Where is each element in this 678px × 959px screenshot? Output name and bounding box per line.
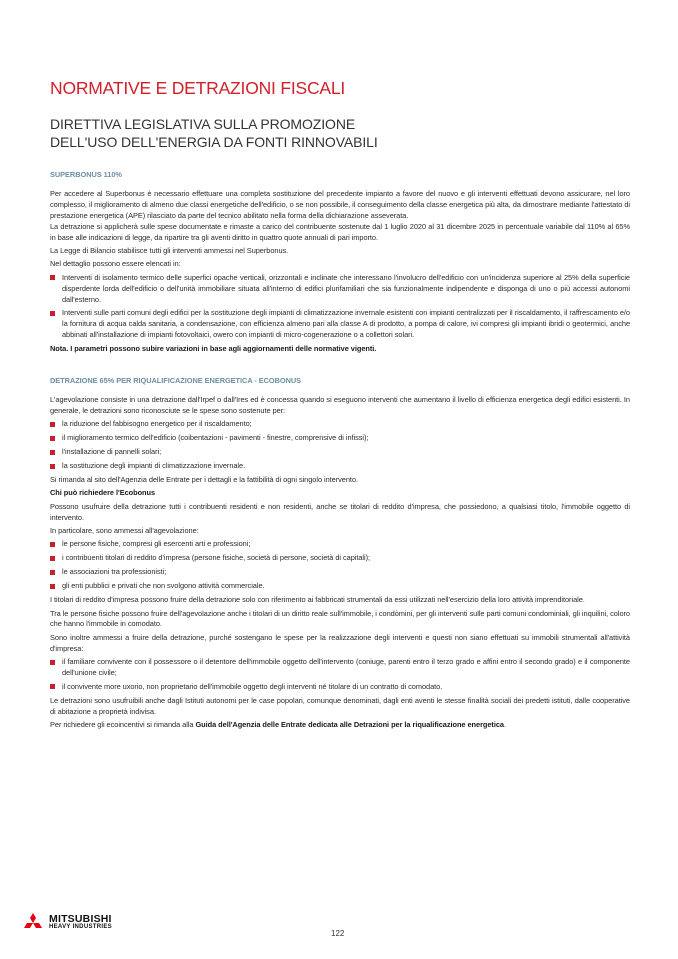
- paragraph: Per accedere al Superbonus è necessario effettuare una completa sostituzione del precedente impianto a favore del nuovo e gli interventi effettuati devono assicurare, nel loro complesso, il miglioramento di almeno due classi energetiche dell'edificio, o se non possibile, il conseguimento della classe energetica più alta, da dimostrare mediante l'attestato di prestazione energetica (APE) rilasciato da parte del tecnico abilitato nella forma della dichiarazione asseverata.: [50, 188, 630, 220]
- list-item-text: le persone fisiche, compresi gli esercenti arti e professioni;: [62, 539, 251, 549]
- list-item: [50, 433, 630, 444]
- list-item-text: la sostituzione degli impianti di climatizzazione invernale.: [62, 461, 246, 471]
- list-item: [50, 308, 630, 341]
- bullet-list: [50, 273, 630, 341]
- bullet-square-icon: [50, 464, 55, 469]
- list-item: [50, 273, 630, 306]
- bullet-square-icon: [50, 275, 55, 280]
- text: Per richiedere gli ecoincentivi si rimanda alla: [50, 720, 196, 730]
- paragraph: L'agevolazione consiste in una detrazione dall'Irpef o dall'Ires ed è concessa quando si eseguono interventi che aumentano il livello di efficienza energetica degli edifici esistenti. In generale, le detrazioni sono riconosciute se le spese sono sostenute per:: [50, 395, 630, 415]
- paragraph: Nel dettaglio possono essere elencati in:: [50, 259, 181, 269]
- bullet-list: [50, 657, 630, 693]
- paragraph: La Legge di Bilancio stabilisce tutti gli interventi ammessi nel Superbonus.: [50, 245, 289, 255]
- guide-reference: Guida dell'Agenzia delle Entrate dedicata alle Detrazioni per la riqualificazione energetica: [195, 720, 504, 730]
- paragraph: Sono inoltre ammessi a fruire della detrazione, purché sostengano le spese per la realizzazione degli interventi e questi non siano effettuati su immobili strumentali all'attività d'impresa:: [50, 632, 630, 653]
- list-item: [50, 553, 630, 564]
- section-heading-ecobonus: DETRAZIONE 65% PER RIQUALIFICAZIONE ENERGETICA - ECOBONUS: [50, 376, 302, 386]
- brand-subtitle: HEAVY INDUSTRIES: [49, 924, 112, 930]
- list-item-text: l'installazione di pannelli solari;: [62, 447, 162, 457]
- page-title: NORMATIVE E DETRAZIONI FISCALI: [50, 78, 346, 98]
- three-diamonds-icon: [22, 913, 44, 933]
- list-item-text: il convivente more uxorio, non proprietario dell'immobile oggetto degli interventi né titolare di un contratto di comodato.: [62, 681, 443, 691]
- bullet-square-icon: [50, 311, 55, 316]
- bullet-list: [50, 419, 630, 472]
- list-item: [50, 581, 630, 592]
- subtitle-line-2: DELL'USO DELL'ENERGIA DA FONTI RINNOVABILI: [50, 133, 378, 150]
- bullet-square-icon: [50, 570, 55, 575]
- list-item-text: i contribuenti titolari di reddito d'impresa (persone fisiche, società di persone, società di capitali);: [62, 553, 371, 563]
- list-item: [50, 657, 630, 679]
- list-item-text: le associazioni tra professionisti;: [62, 567, 167, 577]
- bullet-square-icon: [50, 584, 55, 589]
- list-item: [50, 567, 630, 578]
- list-item-text: Interventi sulle parti comuni degli edifici per la sostituzione degli impianti di climatizzazione invernale esistenti con impianti centralizzati per il riscaldamento, il raffrescamento e/o la fornitura di acqua calda sanitaria, a condensazione, con efficienza almeno pari alla classe A di prodotto, a pompa di calore, ivi compresi gli impianti ibridi o geotermici, anche abbinati all'installazione di impianti fotovoltaici, owero con impianti di micro-cogenerazione o a collettori solari.: [62, 308, 630, 340]
- bullet-square-icon: [50, 556, 55, 561]
- page-number: 122: [331, 929, 345, 938]
- list-item-text: la riduzione del fabbisogno energetico per il riscaldamento;: [62, 419, 252, 429]
- list-item: [50, 461, 630, 472]
- paragraph-guide-reference: [50, 720, 630, 731]
- brand-name: MITSUBISHI: [49, 913, 112, 925]
- paragraph: Tra le persone fisiche possono fruire dell'agevolazione anche i titolari di un diritto reale sull'immobile, i condòmini, per gli interventi sulle parti comuni condominiali, gli inquilini, coloro che hanno l'immobile in comodato.: [50, 608, 630, 629]
- list-item-text: Interventi di isolamento termico delle superfici opache verticali, orizzontali e inclinate che interessano l'involucro dell'edificio con un'incidenza superiore al 25% della superficie disperdente lorda dell'edificio o dell'unità immobiliare situata all'interno di edifici plurifamiliari che sia funzionalmente indipendente e disponga di uno o più accessi autonomi dall'esterno.: [62, 272, 630, 304]
- list-item-text: il miglioramento termico dell'edificio (coibentazioni - pavimenti - finestre, comprensive di infissi);: [62, 433, 369, 443]
- note: [50, 344, 630, 355]
- list-item: [50, 539, 630, 550]
- paragraph: Le detrazioni sono usufruibili anche dagli Istituti autonomi per le case popolari, comunque denominati, dagli enti aventi le stesse finalità sociali dei predetti istituti, dalle cooperative di abitazione a proprietà indivisa.: [50, 695, 630, 716]
- bullet-square-icon: [50, 436, 55, 441]
- paragraph: La detrazione si applicherà sulle spese documentate e rimaste a carico del contribuente sostenute dal 1 luglio 2020 al 31 dicembre 2025 in percentuale variabile dal 110% al 65% in base alle indicazioni di legge, da ripartire tra gli aventi diritto in quattro quote annuali di pari importo.: [50, 221, 630, 242]
- list-item: [50, 682, 630, 693]
- paragraph: Possono usufruire della detrazione tutti i contribuenti residenti e non residenti, anche se titolari di reddito d'impresa, che possiedono, a qualsiasi titolo, l'immobile oggetto di intervento.: [50, 501, 630, 522]
- list-item: [50, 419, 630, 430]
- paragraph: In particolare, sono ammessi all'agevolazione:: [50, 526, 199, 536]
- mitsubishi-logo: [22, 913, 112, 933]
- bullet-square-icon: [50, 542, 55, 547]
- bullet-square-icon: [50, 450, 55, 455]
- subheading: [50, 488, 630, 499]
- list-item-text: gli enti pubblici e privati che non svolgono attività commerciale.: [62, 581, 265, 591]
- bullet-square-icon: [50, 684, 55, 689]
- bullet-square-icon: [50, 660, 55, 665]
- text: .: [503, 720, 506, 730]
- paragraph: Si rimanda al sito dell'Agenzia delle Entrate per i dettagli e la fattibilità di ogni singolo intervento.: [50, 474, 358, 484]
- page-subtitle: [50, 116, 378, 151]
- paragraph: I titolari di reddito d'impresa possono fruire della detrazione solo con riferimento ai fabbricati strumentali da essi utilizzati nell'esercizio della loro attività imprenditoriale.: [50, 595, 585, 605]
- note-text: Nota. I parametri possono subire variazioni in base agli aggiornamenti delle normative vigenti.: [50, 344, 377, 354]
- bullet-square-icon: [50, 422, 55, 427]
- subtitle-line-1: DIRETTIVA LEGISLATIVA SULLA PROMOZIONE: [50, 116, 356, 132]
- document-body: [50, 170, 630, 734]
- bullet-list: [50, 539, 630, 592]
- list-item: [50, 447, 630, 458]
- section-heading-superbonus: SUPERBONUS 110%: [50, 170, 122, 179]
- list-item-text: il familiare convivente con il possessore o il detentore dell'immobile oggetto dell'intervento (coniuge, parenti entro il terzo grado e affini entro il secondo grado) e il componente dell'unione civile;: [62, 657, 630, 678]
- subheading-text: Chi può richiedere l'Ecobonus: [50, 488, 156, 498]
